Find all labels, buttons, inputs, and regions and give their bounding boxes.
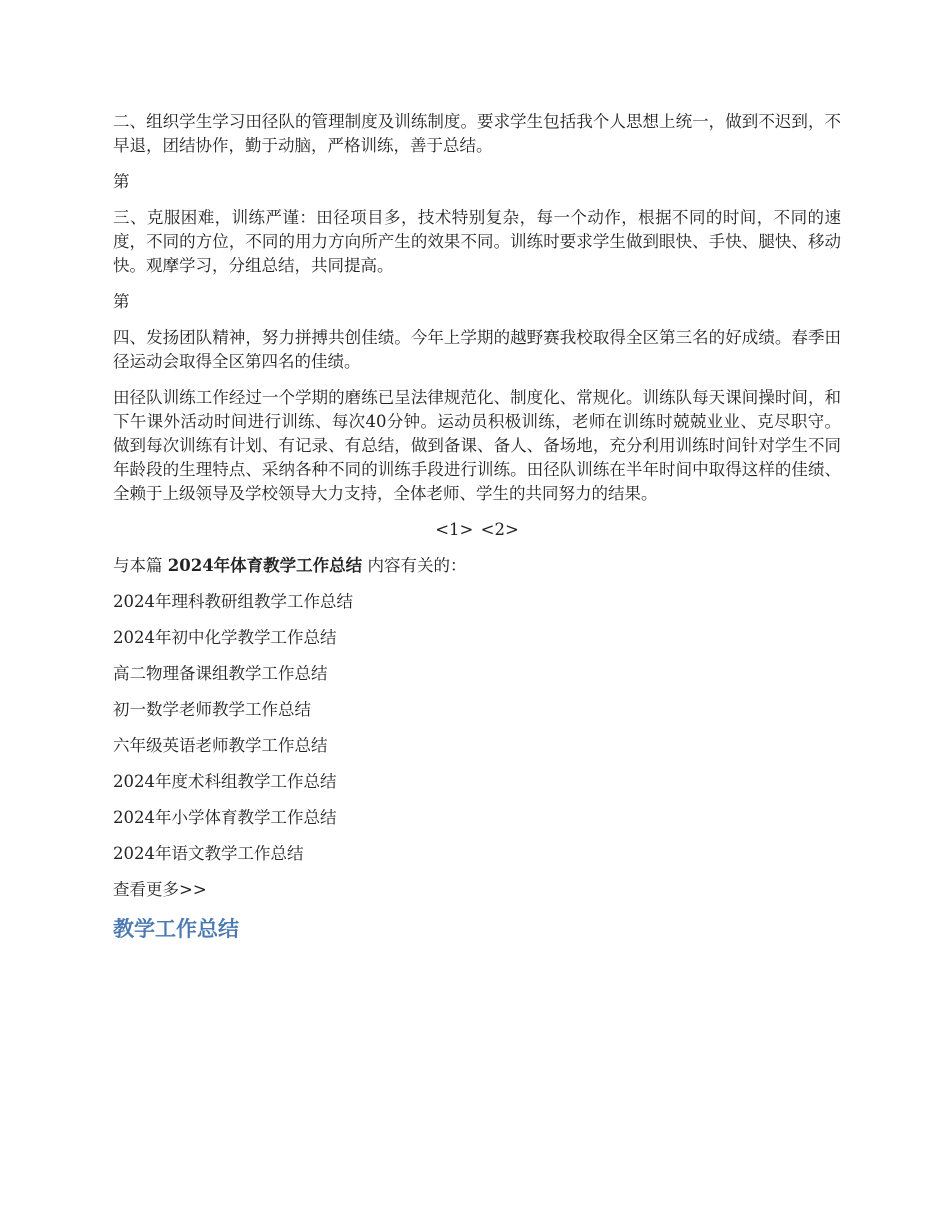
page-link-1[interactable]: <1> — [435, 520, 474, 539]
related-intro-title: 2024年体育教学工作总结 — [167, 556, 363, 575]
related-intro-prefix: 与本篇 — [113, 556, 163, 575]
list-item — [113, 770, 841, 794]
related-link[interactable]: 高二物理备课组教学工作总结 — [113, 664, 328, 683]
article-body — [113, 110, 841, 944]
related-link[interactable]: 2024年初中化学教学工作总结 — [113, 628, 337, 647]
related-link[interactable]: 2024年理科教研组教学工作总结 — [113, 592, 353, 611]
list-item — [113, 626, 841, 650]
section-marker: 第 — [113, 292, 130, 311]
list-item — [113, 662, 841, 686]
paragraph-section-2: 二、组织学生学习田径队的管理制度及训练制度。要求学生包括我个人思想上统一，做到不迟到，不早退，团结协作，勤于动脑，严格训练，善于总结。 — [113, 112, 841, 155]
paragraph-section-4: 四、发扬团队精神，努力拼搏共创佳绩。今年上学期的越野赛我校取得全区第三名的好成绩。春季田径运动会取得全区第四名的佳绩。 — [113, 328, 841, 371]
list-item — [113, 698, 841, 722]
related-link[interactable]: 六年级英语老师教学工作总结 — [113, 736, 328, 755]
pagination — [113, 518, 841, 542]
paragraph-summary: 田径队训练工作经过一个学期的磨练已呈法律规范化、制度化、常规化。训练队每天课间操时间，和下午课外活动时间进行训练、每次40分钟。运动员积极训练，老师在训练时兢兢业业、克尽职守。做到每次训练有计划、有记录、有总结，做到备课、备人、备场地，充分利用训练时间针对学生不同年龄段的生理特点、采纳各种不同的训练手段进行训练。田径队训练在半年时间中取得这样的佳绩、全赖于上级领导及学校领导大力支持，全体老师、学生的共同努力的结果。 — [113, 388, 841, 503]
section-heading[interactable]: 教学工作总结 — [113, 917, 239, 941]
view-more-link[interactable]: 查看更多>> — [113, 880, 207, 899]
related-link[interactable]: 2024年小学体育教学工作总结 — [113, 808, 337, 827]
list-item — [113, 806, 841, 830]
related-link[interactable]: 初一数学老师教学工作总结 — [113, 700, 311, 719]
related-intro-suffix: 内容有关的： — [367, 556, 467, 575]
paragraph-section-3: 三、克服困难，训练严谨：田径项目多，技术特别复杂，每一个动作，根据不同的时间，不同的速度，不同的方位，不同的用力方向所产生的效果不同。训练时要求学生做到眼快、手快、腿快、移动快。观摩学习，分组总结，共同提高。 — [113, 208, 841, 275]
list-item — [113, 590, 841, 614]
list-item — [113, 734, 841, 758]
related-link[interactable]: 2024年度术科组教学工作总结 — [113, 772, 337, 791]
list-item — [113, 842, 841, 866]
page-link-2[interactable]: <2> — [480, 520, 519, 539]
related-list — [113, 590, 841, 866]
section-marker: 第 — [113, 172, 130, 191]
related-link[interactable]: 2024年语文教学工作总结 — [113, 844, 304, 863]
related-intro — [113, 554, 841, 578]
